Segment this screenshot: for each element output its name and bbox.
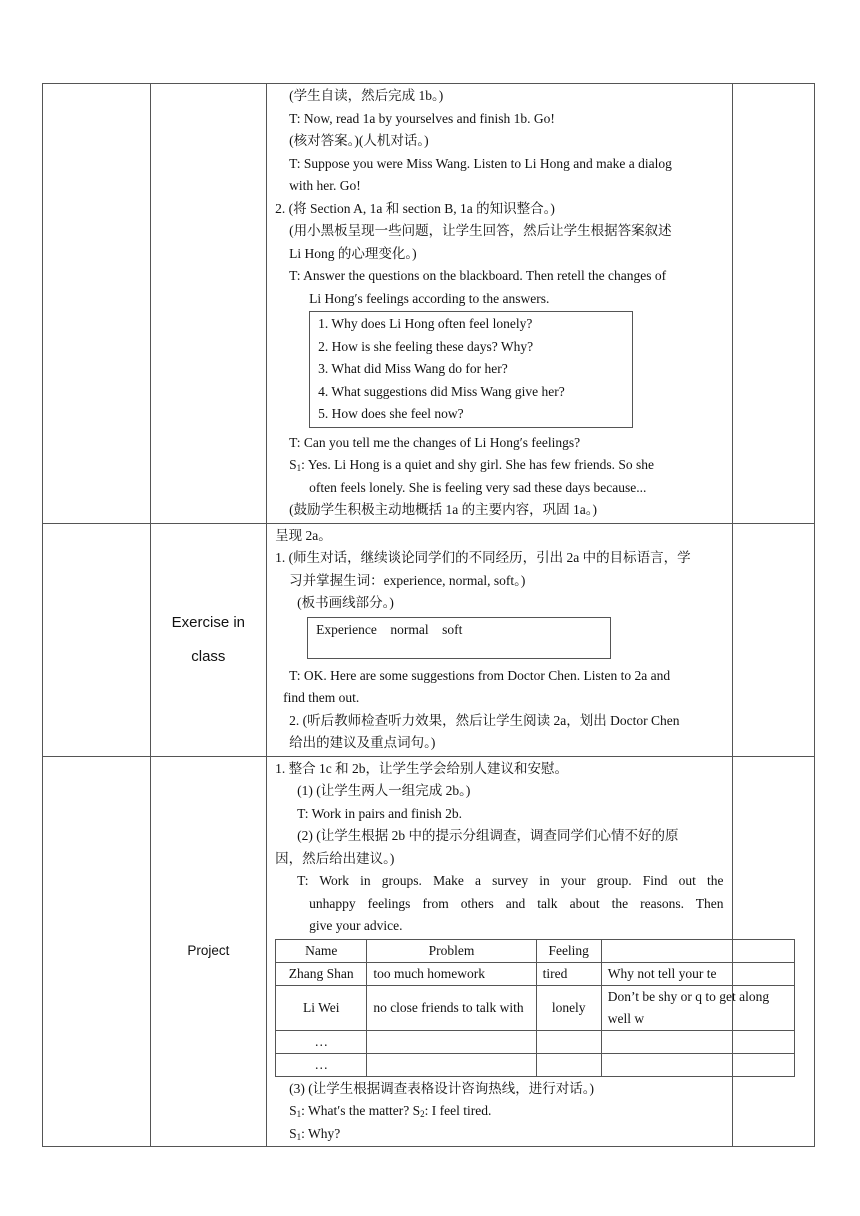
speaker-label: S (289, 1125, 297, 1141)
label-line: Project (187, 943, 230, 958)
row-project (43, 756, 815, 1147)
text-line: (板书画线部分。) (297, 595, 394, 610)
survey-table (275, 939, 795, 1077)
text-line: T: Work in groups. Make a survey in your group. Find out the (297, 873, 724, 888)
survey-cell: … (276, 1053, 367, 1076)
text-line: 1. (师生对话，继续谈论同学们的不同经历，引出 2a 中的目标语言，学 (275, 550, 691, 565)
survey-cell: Don’t be shy or q to get along well w (601, 985, 794, 1030)
survey-row (276, 1030, 795, 1053)
blackboard-box (307, 617, 611, 659)
question-item: 1. Why does Li Hong often feel lonely? (318, 316, 533, 331)
lesson-plan-table (42, 83, 815, 1147)
survey-cell: too much homework (367, 962, 536, 985)
content-project (267, 756, 770, 1147)
row-reading (43, 84, 815, 524)
survey-cell (367, 1053, 536, 1076)
text-line: 习并掌握生词：experience, normal, soft。) (289, 572, 526, 588)
survey-header: Name (276, 939, 367, 962)
text-line: Li Hong 的心理变化。) (289, 245, 417, 261)
text-line: (1) (让学生两人一组完成 2b。) (297, 783, 471, 798)
text-line: Li Hong′s feelings according to the answers. (309, 290, 550, 306)
text-line: (学生自读，然后完成 1b。) (289, 88, 444, 103)
speaker-subscript: 1 (296, 1109, 302, 1119)
content-reading (267, 84, 732, 524)
dialog-line (275, 1100, 723, 1123)
question-item: 2. How is she feeling these days? Why? (318, 338, 534, 354)
question-item: 5. How does she feel now? (318, 406, 464, 421)
survey-cell: no close friends to talk with (367, 985, 536, 1030)
speaker-colon: : (301, 457, 308, 472)
speaker-colon: : (301, 1103, 309, 1118)
dialog-question: Why? (308, 1125, 341, 1141)
text-line: find them out. (283, 690, 360, 705)
survey-cell: Zhang Shan (276, 962, 367, 985)
col-empty-1 (43, 523, 151, 756)
speaker-label: S (412, 1103, 421, 1118)
text-line: (3) (让学生根据调查表格设计咨询热线，进行对话。) (289, 1080, 594, 1096)
survey-cell: Why not tell your te (601, 962, 794, 985)
text-line: 1. 整合 1c 和 2b，让学生学会给别人建议和安慰。 (275, 760, 569, 776)
survey-cell: lonely (536, 985, 601, 1030)
question-item: 3. What did Miss Wang do for her? (318, 361, 508, 376)
text-line: unhappy feelings from others and talk about the reasons. Then (309, 895, 724, 911)
survey-clip (275, 939, 770, 1077)
survey-row (276, 1053, 795, 1076)
text-line: 呈现 2a。 (275, 527, 332, 543)
col-empty-4 (732, 756, 814, 1147)
dialog-line (275, 1123, 723, 1146)
label-empty (150, 84, 267, 524)
row-exercise (43, 523, 815, 756)
text-line: give your advice. (309, 918, 403, 933)
speaker-label: S (289, 457, 297, 472)
text-line: 因，然后给出建议。) (275, 850, 395, 866)
survey-row (276, 985, 795, 1030)
col-empty-1 (43, 84, 151, 524)
col-empty-4 (732, 523, 814, 756)
text-line: T: Now, read 1a by yourselves and finish 1b. Go! (289, 110, 555, 126)
speaker-label: S (289, 1103, 297, 1118)
text-line: (用小黑板呈现一些问题，让学生回答，然后让学生根据答案叙述 (289, 223, 672, 238)
col-empty-4 (732, 84, 814, 524)
text-line: with her. Go! (289, 178, 361, 193)
speaker-subscript: 2 (420, 1109, 425, 1119)
label-line: Exercise in (171, 613, 246, 631)
student-answer: Yes. Li Hong is a quiet and shy girl. She has few friends. So she (307, 457, 655, 472)
speaker-colon: : (424, 1103, 432, 1118)
text-line: often feels lonely. She is feeling very sad these days because... (309, 479, 647, 495)
questions-box (309, 311, 633, 428)
speaker-subscript: 1 (296, 1131, 302, 1142)
label-exercise-in-class (150, 523, 267, 756)
text-line: (鼓励学生积极主动地概括 1a 的主要内容，巩固 1a。) (289, 502, 597, 517)
survey-cell (367, 1030, 536, 1053)
content-exercise (267, 523, 732, 756)
text-line: T: Answer the questions on the blackboard. Then retell the changes of (289, 268, 667, 283)
text-line: 2. (听后教师检查听力效果，然后让学生阅读 2a，划出 Doctor Chen (289, 712, 680, 728)
text-line: T: Work in pairs and finish 2b. (297, 805, 462, 821)
text-line: 给出的建议及重点词句。) (289, 735, 436, 750)
survey-header: Feeling (536, 939, 601, 962)
text-line: T: Suppose you were Miss Wang. Listen to Li Hong and make a dialog (289, 155, 672, 171)
text-line: 2. (将 Section A, 1a 和 section B, 1a 的知识整合。) (275, 200, 555, 216)
survey-header: Problem (367, 939, 536, 962)
question-item: 4. What suggestions did Miss Wang give her? (318, 383, 565, 399)
survey-cell: tired (536, 962, 601, 985)
speaker-subscript: 1 (296, 463, 302, 473)
speaker-colon: : (301, 1125, 309, 1141)
label-project (150, 756, 267, 1147)
survey-row (276, 962, 795, 985)
text-line: T: Can you tell me the changes of Li Hong′s feelings? (289, 434, 581, 450)
student-line (275, 454, 723, 477)
label-line: class (191, 647, 226, 665)
text-line: T: OK. Here are some suggestions from Doctor Chen. Listen to 2a and (289, 667, 671, 683)
survey-cell (536, 1030, 601, 1053)
survey-header-row (276, 939, 795, 962)
col-empty-1 (43, 756, 151, 1147)
dialog-answer: I feel tired. (431, 1103, 492, 1118)
survey-cell (536, 1053, 601, 1076)
survey-cell: … (276, 1030, 367, 1053)
board-words: Experience normal soft (316, 621, 463, 637)
survey-cell: Li Wei (276, 985, 367, 1030)
dialog-question: What′s the matter? (308, 1103, 413, 1118)
text-line: (核对答案。)(人机对话。) (289, 133, 429, 148)
text-line: (2) (让学生根据 2b 中的提示分组调查，调查同学们心情不好的原 (297, 828, 679, 843)
